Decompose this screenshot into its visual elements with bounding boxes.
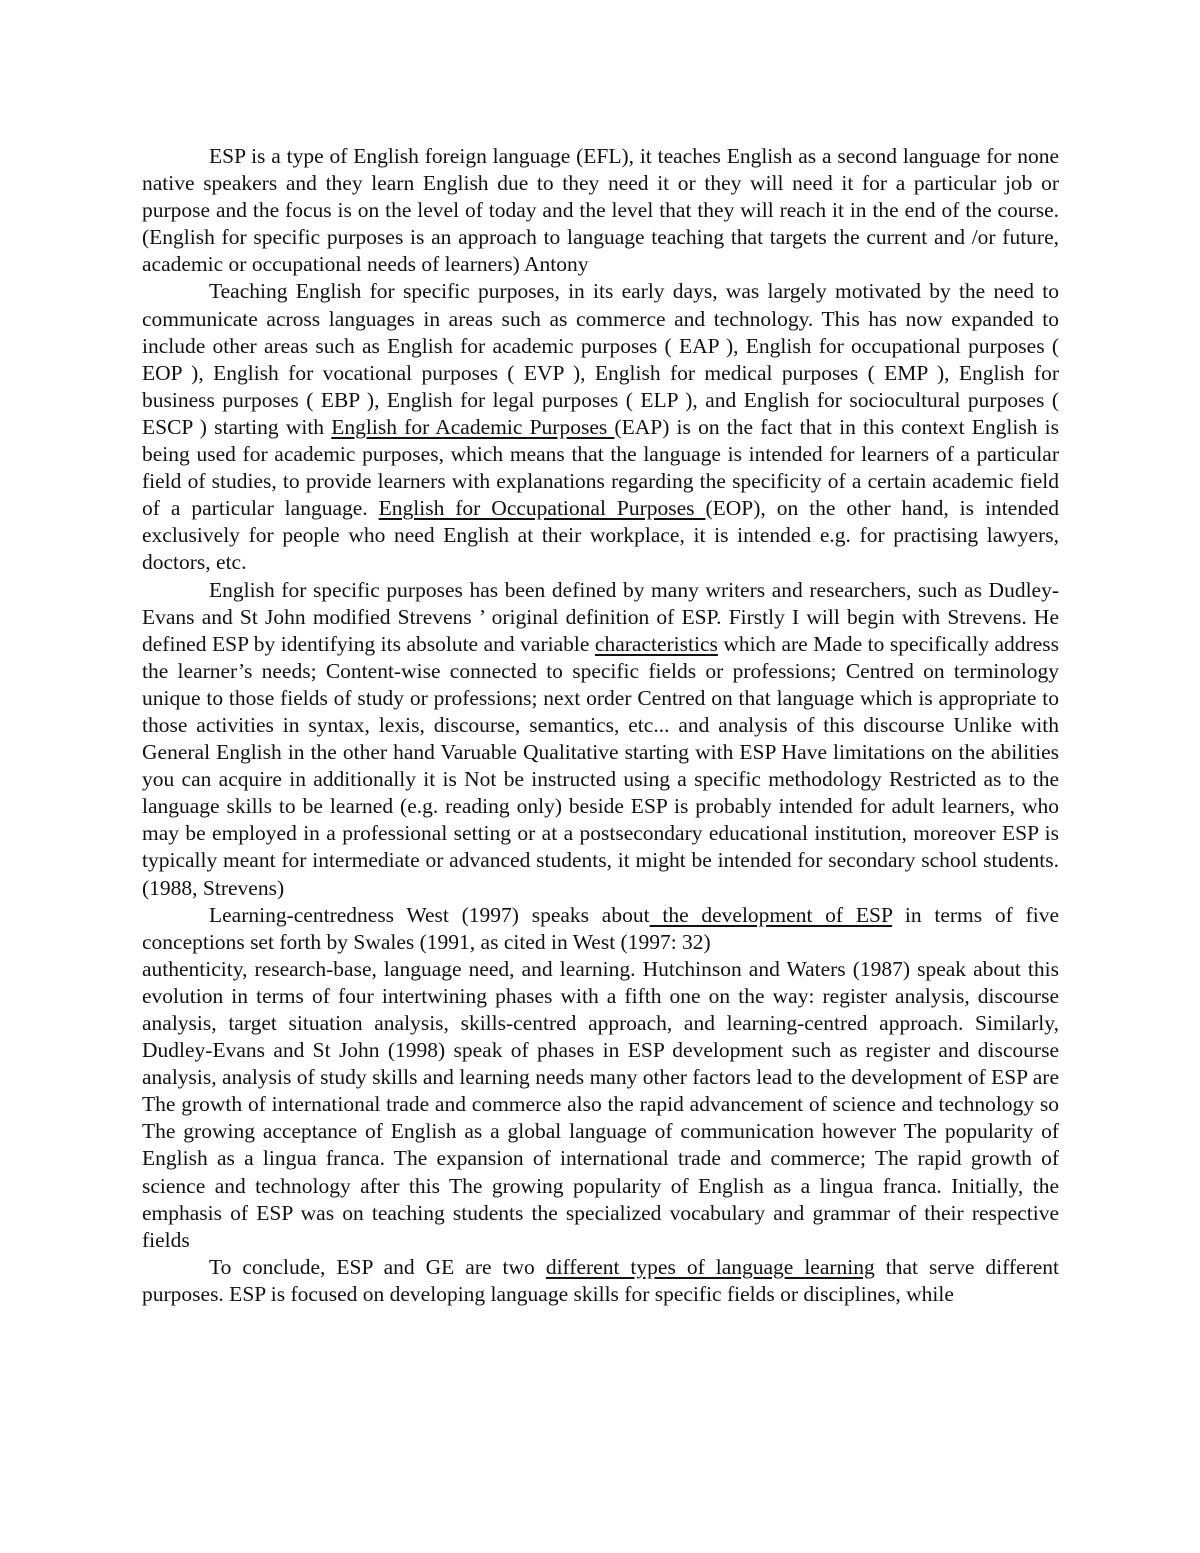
paragraph-esp-definition bbox=[142, 143, 1059, 278]
paragraph-text: (EAP) is on the fact that in this context English is being used for academic purposes, which means that the language is intended for learners of a particular field of studies, to provide learners with explanations regarding the specificity of a certain academic field of a particular language. bbox=[142, 414, 1059, 521]
paragraph-text: To conclude, ESP and GE are two bbox=[209, 1254, 546, 1279]
paragraph-text: which are Made to specifically address the learner’s needs; Content-wise connected to specific fields or professions; Centred on terminology unique to those fields of study or professions; next order Centred on that language which is appropriate to those activities in syntax, lexis, discourse, semantics, etc... and analysis of this discourse Unlike with General English in the other hand Varuable Qualitative starting with ESP Have limitations on the abilities you can acquire in additionally it is Not be instructed using a specific methodology Restricted as to the language skills to be learned (e.g. reading only) beside ESP is probably intended for adult learners, who may be employed in a professional setting or at a postsecondary educational institution, moreover ESP is typically meant for intermediate or advanced students, it might be intended for secondary school students. (1988, Strevens) bbox=[142, 631, 1059, 900]
paragraph-text: English for specific purposes has been defined by many writers and researchers, such as Dudley-Evans and St John modified Strevens ’ original definition of ESP. Firstly I will begin with Strevens. He defined ESP by identifying its absolute and variable bbox=[142, 577, 1059, 656]
paragraph-learning-centredness bbox=[142, 902, 1059, 956]
paragraph-text: in terms of five conceptions set forth by Swales (1991, as cited in West (1997: 32) bbox=[142, 902, 1059, 954]
paragraph-esp-phases bbox=[142, 956, 1059, 1254]
link-development-of-esp[interactable]: the development of ESP bbox=[649, 902, 893, 927]
paragraph-text: authenticity, research-base, language need, and learning. Hutchinson and Waters (1987) speak about this evolution in terms of four intertwining phases with a fifth one on the way: register analysis, discourse analysis, target situation analysis, skills-centred approach, and learning-centred approach. Similarly, Dudley-Evans and St John (1998) speak of phases in ESP development such as register and discourse analysis, analysis of study skills and learning needs many other factors lead to the development of ESP are The growth of international trade and commerce also the rapid advancement of science and technology so The growing acceptance of English as a global language of communication however The popularity of English as a lingua franca. The expansion of international trade and commerce; The rapid growth of science and technology after this The growing popularity of English as a lingua franca. Initially, the emphasis of ESP was on teaching students the specialized vocabulary and grammar of their respective fields bbox=[142, 956, 1059, 1252]
paragraph-text: (EOP), on the other hand, is intended exclusively for people who need English at their workplace, it is intended e.g. for practising lawyers, doctors, etc. bbox=[142, 496, 1060, 575]
paragraph-text: Teaching English for specific purposes, in its early days, was largely motivated by the need to communicate across languages in areas such as commerce and technology. This has now expanded to include other areas such as English for academic purposes ( EAP ), English for occupational purposes ( EOP ), English for vocational purposes ( EVP ), English for medical purposes ( EMP ), English for business purposes ( EBP ), English for legal purposes ( ELP ), and English for sociocultural purposes ( ESCP ) starting with bbox=[142, 279, 1059, 439]
link-different-types-language-learning[interactable]: different types of language learning bbox=[545, 1254, 875, 1279]
link-characteristics[interactable]: characteristics bbox=[594, 631, 718, 656]
paragraph-text: that serve different purposes. ESP is focused on developing language skills for specific fields or disciplines, while bbox=[142, 1254, 1060, 1306]
link-english-occupational-purposes[interactable]: English for Occupational Purposes bbox=[378, 496, 706, 521]
document-page bbox=[142, 143, 1059, 1308]
paragraph-strevens-definition bbox=[142, 577, 1059, 902]
paragraph-text: ESP is a type of English foreign language (EFL), it teaches English as a second language for none native speakers and they learn English due to they need it or they will need it for a particular job or purpose and the focus is on the level of today and the level that they will reach it in the end of the course. (English for specific purposes is an approach to language teaching that targets the current and /or future, academic or occupational needs of learners) Antony bbox=[142, 144, 1059, 277]
paragraph-text: Learning-centredness West (1997) speaks about bbox=[209, 902, 650, 927]
paragraph-conclusion bbox=[142, 1254, 1059, 1308]
paragraph-esp-history bbox=[142, 278, 1059, 576]
link-english-academic-purposes[interactable]: English for Academic Purposes bbox=[331, 414, 615, 439]
